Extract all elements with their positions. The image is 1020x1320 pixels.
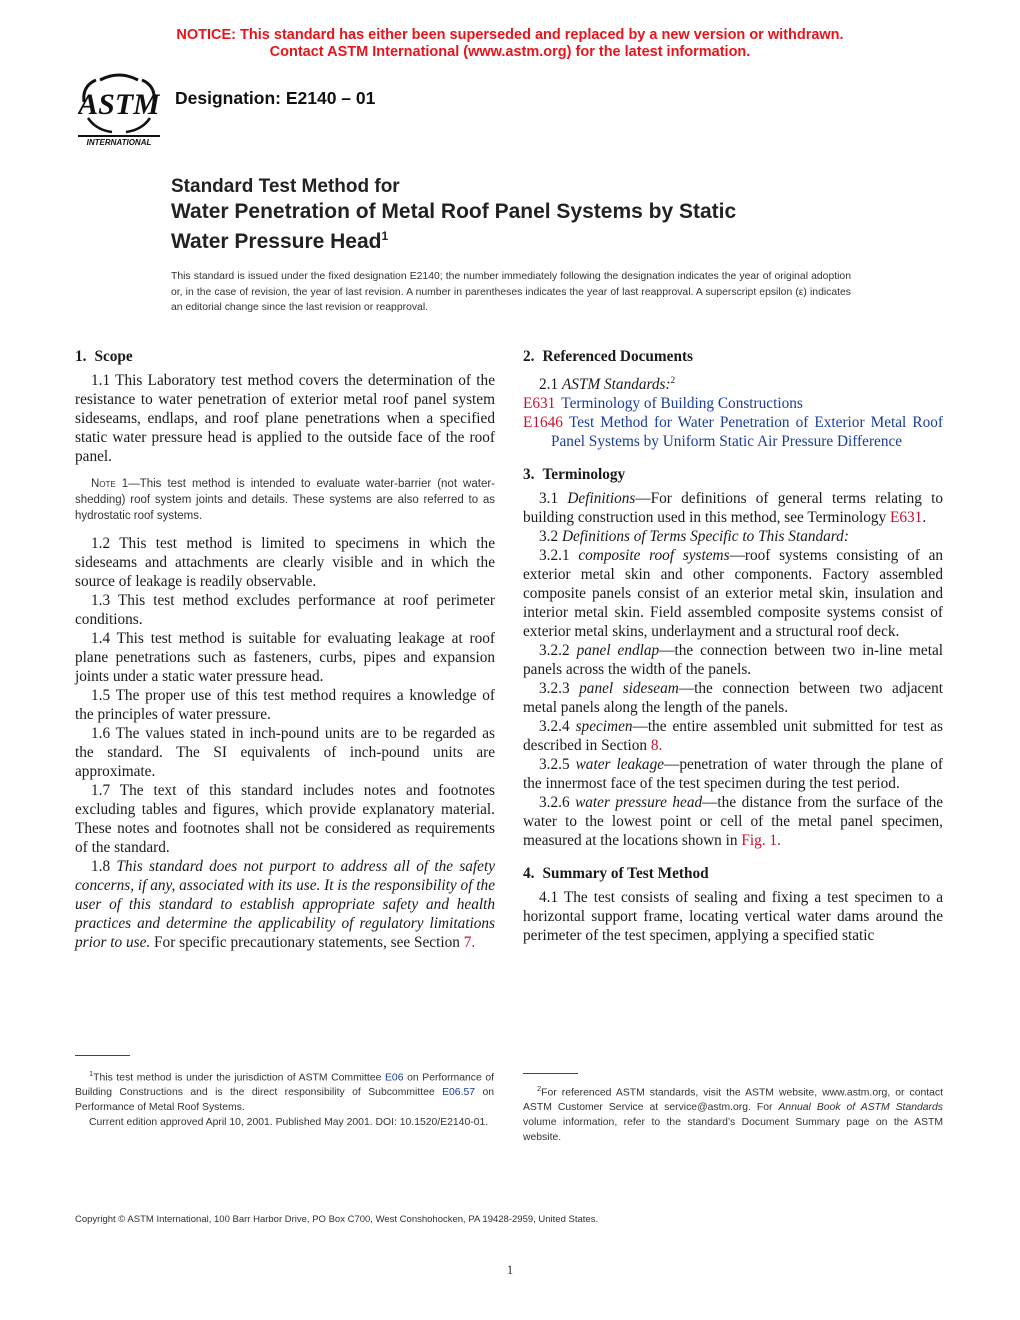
designation: Designation: E2140 – 01 bbox=[175, 88, 376, 108]
title-footnote-mark: 1 bbox=[381, 229, 389, 243]
footnote-1 bbox=[75, 1066, 494, 1130]
footnote-text: This test method is under the jurisdiction of ASTM Committee bbox=[93, 1072, 382, 1084]
footnote-divider-left bbox=[75, 1055, 130, 1056]
ref-e631 bbox=[523, 394, 943, 413]
def-term: panel endlap bbox=[576, 642, 660, 660]
copyright-line: Copyright © ASTM International, 100 Barr Harbor Drive, PO Box C700, West Conshohocken, PA 19428-2959, United States. bbox=[75, 1214, 599, 1225]
def-number: 3.2.5 bbox=[539, 756, 570, 774]
note-1 bbox=[75, 476, 495, 524]
def-number: 3.2.2 bbox=[539, 642, 570, 660]
def-number: 3.2.6 bbox=[539, 794, 570, 812]
section-number: 4. bbox=[523, 865, 535, 883]
footnote-text: on Performance of Building Constructions and is the direct responsibility of Subcommittee bbox=[75, 1072, 495, 1099]
para-1-3: 1.3 This test method excludes performance at roof perimeter conditions. bbox=[75, 592, 495, 628]
title-line-3 bbox=[171, 224, 871, 254]
page-number: 1 bbox=[506, 1262, 514, 1277]
def-text: —the connection between two in-line metal panels across the width of the panels. bbox=[523, 642, 943, 679]
astm-logo-graphic bbox=[78, 72, 160, 150]
para-3-2 bbox=[523, 527, 943, 546]
def-number: 3.2.3 bbox=[539, 680, 570, 698]
section-number: 2. bbox=[523, 348, 535, 365]
footnote-divider-right bbox=[523, 1073, 578, 1074]
section-8-link[interactable]: 8. bbox=[650, 737, 663, 755]
section-number: 3. bbox=[523, 466, 535, 484]
astm-standards-label: ASTM Standards: bbox=[561, 376, 671, 394]
e06-57-link[interactable]: E06.57 bbox=[442, 1087, 476, 1099]
def-3-2-5 bbox=[523, 755, 943, 793]
def-text: —penetration of water through the plane of the innermost face of the test specimen during the test period. bbox=[523, 756, 944, 793]
safety-statement: This standard does not purport to address all of the safety concerns, if any, associated with its use. It is the responsibility of the user of this standard to establish appropriate safety and health practices and determine the applicability of regulatory limitations prior to use. bbox=[75, 858, 496, 951]
e631-link[interactable]: E631 bbox=[890, 509, 923, 527]
note-text: —This test method is intended to evaluate water-barrier (not water-shedding) roof system joints and details. These systems are also referred to as hydrostatic roof systems. bbox=[75, 478, 496, 522]
notice-banner bbox=[0, 27, 1020, 61]
section-title: Summary of Test Method bbox=[542, 865, 709, 883]
notice-line-2: Contact ASTM International (www.astm.org) for the latest information. bbox=[269, 44, 751, 60]
footnote-mark: 2 bbox=[537, 1084, 542, 1093]
def-number: 3.2.4 bbox=[539, 718, 570, 736]
def-3-2-3 bbox=[523, 679, 943, 717]
title-line-1: Standard Test Method for bbox=[171, 176, 400, 197]
left-column bbox=[75, 347, 495, 952]
para-1-7: 1.7 The text of this standard includes notes and footnotes excluding tables and figures, which provide explanatory material. These notes and footnotes shall not be considered as requirements of the standard. bbox=[75, 782, 495, 856]
e06-link[interactable]: E06 bbox=[385, 1072, 404, 1084]
para-text: For specific precautionary statements, see Section bbox=[154, 934, 460, 951]
def-text: —the distance from the surface of the water to the lowest point or cell of the metal panel specimen, measured at the locations shown in bbox=[523, 794, 944, 850]
definitions-specific-label: Definitions of Terms Specific to This Standard: bbox=[561, 528, 849, 546]
title-line-3-text: Water Pressure Head bbox=[171, 230, 382, 253]
para-number: 2.1 bbox=[539, 376, 559, 394]
footnote-text: For referenced ASTM standards, visit the ASTM website, www.astm.org, or contact ASTM Customer Service at service@astm.org. For bbox=[523, 1087, 943, 1114]
def-text: —roof systems consisting of an exterior metal skin and other components. Factory assembled composite panels consist of an exterior metal skin, insulation and interior metal skin. Field assembled composite systems consist of exterior metal skins, underlayment and a structural roof deck. bbox=[523, 547, 944, 641]
footnote-2 bbox=[523, 1081, 943, 1145]
para-1-5: 1.5 The proper use of this test method requires a knowledge of the principles of water pressure. bbox=[75, 687, 495, 723]
issued-statement: This standard is issued under the fixed designation E2140; the number immediately following the designation indicates the year of original adoption or, in the case of revision, the year of last revision. A number in parentheses indicates the year of last reapproval. A superscript epsilon (ε) indicates an editorial change since the last revision or reapproval. bbox=[171, 271, 851, 313]
section-7-link[interactable]: 7. bbox=[463, 934, 476, 951]
notice-line-1: NOTICE: This standard has either been superseded and replaced by a new version or withdrawn. bbox=[176, 27, 844, 43]
footnote-mark: 2 bbox=[670, 375, 676, 385]
footnote-edition: Current edition approved April 10, 2001. Published May 2001. DOI: 10.1520/E2140-01. bbox=[89, 1117, 489, 1129]
para-1-2: 1.2 This test method is limited to specimens in which the sideseams and attachments are clearly visible and in which the source of leakage is readily observable. bbox=[75, 535, 495, 590]
section-title: Scope bbox=[94, 348, 133, 365]
note-label: Note 1 bbox=[91, 478, 129, 490]
section-title: Referenced Documents bbox=[542, 348, 694, 365]
para-3-1: 3.1 Definitions—For definitions of general terms relating to building construction used in this method, see Terminology E631. bbox=[523, 490, 944, 527]
para-4-1: 4.1 The test consists of sealing and fixing a test specimen to a horizontal support frame, locating vertical water dams around the perimeter of the test specimen, applying a specified static bbox=[523, 889, 943, 945]
para-1-6: 1.6 The values stated in inch-pound units are to be regarded as the standard. The SI equivalents of inch-pound units are approximate. bbox=[75, 725, 495, 780]
section-heading-summary bbox=[523, 864, 943, 883]
def-number: 3.2.1 bbox=[539, 547, 570, 565]
def-text: —the connection between two adjacent metal panels along the length of the panels. bbox=[523, 680, 943, 717]
footnote-italic: Annual Book of ASTM Standards bbox=[778, 1102, 943, 1114]
fig-1-link[interactable]: Fig. 1. bbox=[741, 832, 781, 850]
right-column bbox=[523, 347, 943, 945]
section-heading-scope bbox=[75, 347, 495, 366]
ref-e631-code-link[interactable]: E631 bbox=[523, 395, 556, 413]
para-1-1: 1.1 This Laboratory test method covers the determination of the resistance to water penetration of exterior metal roof panel system sideseams, endlaps, and roof plane penetrations when a specified static water pressure head is applied to the outside face of the roof panel. bbox=[75, 372, 495, 465]
para-number: 3.2 bbox=[539, 528, 559, 546]
para-number: 1.8 bbox=[91, 858, 111, 875]
def-3-2-4 bbox=[523, 717, 943, 755]
para-1-4: 1.4 This test method is suitable for evaluating leakage at roof plane penetrations such as fasteners, curbs, pipes and expansion joints under a static water pressure head. bbox=[75, 630, 495, 685]
title-line-2: Water Penetration of Metal Roof Panel Systems by Static bbox=[171, 200, 737, 223]
ref-e1646-title-link[interactable]: Test Method for Water Penetration of Exterior Metal Roof Panel Systems by Uniform Static Air Pressure Difference bbox=[551, 414, 943, 451]
para-1-8 bbox=[75, 857, 495, 952]
section-heading-terminology bbox=[523, 465, 943, 484]
ref-e1646-code-link[interactable]: E1646 bbox=[523, 414, 563, 432]
para-text: —For definitions of general terms relating to building construction used in this method, see Terminology bbox=[523, 490, 944, 527]
def-term: specimen bbox=[575, 718, 633, 736]
astm-logo-icon bbox=[78, 72, 160, 150]
ref-e1646 bbox=[523, 413, 943, 451]
def-term: composite roof systems bbox=[578, 547, 730, 565]
para-number: 3.1 bbox=[539, 490, 559, 508]
footnote-mark: 1 bbox=[89, 1069, 94, 1078]
footnote-text: volume information, refer to the standard’s Document Summary page on the ASTM website. bbox=[523, 1117, 943, 1144]
ref-e631-title-link[interactable]: Terminology of Building Constructions bbox=[561, 395, 803, 413]
section-number: 1. bbox=[75, 348, 87, 365]
def-term: water leakage bbox=[575, 756, 665, 774]
footnote-text: on Performance of Metal Roof Systems. bbox=[75, 1087, 494, 1114]
def-text: —the entire assembled unit submitted for test as described in Section bbox=[523, 718, 943, 755]
svg-text:INTERNATIONAL: INTERNATIONAL bbox=[86, 138, 152, 147]
para-2-1 bbox=[523, 371, 943, 394]
section-title: Terminology bbox=[542, 466, 626, 484]
def-3-2-6 bbox=[523, 793, 943, 850]
svg-text:ASTM: ASTM bbox=[78, 88, 160, 121]
def-3-2-1 bbox=[523, 546, 943, 641]
section-heading-referenced-documents bbox=[523, 347, 943, 366]
definitions-label: Definitions bbox=[567, 490, 636, 508]
def-term: panel sideseam bbox=[579, 680, 679, 698]
def-term: water pressure head bbox=[575, 794, 703, 812]
def-3-2-2 bbox=[523, 641, 943, 679]
document-title bbox=[171, 175, 871, 254]
